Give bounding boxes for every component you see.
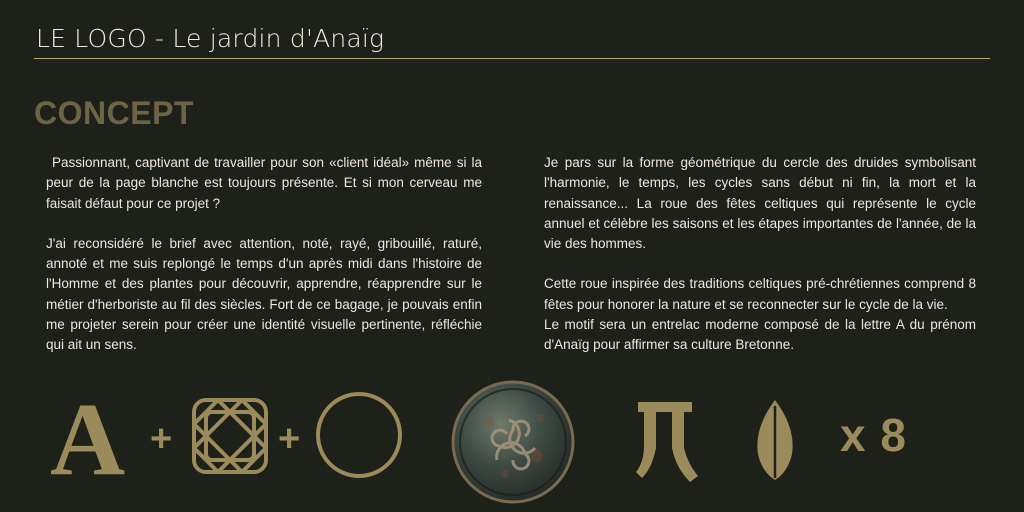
celtic-triskele-medallion [449, 378, 577, 506]
leaf-icon [752, 398, 798, 482]
concept-right-column [544, 153, 976, 376]
paragraph: Passionnant, captivant de travailler pour son «client idéal» même si la peur de la page blanche est toujours présente. Et si mon cerveau me faisait défaut pour ce projet ? [46, 155, 482, 211]
plus-icon: + [278, 418, 301, 460]
paragraph: J'ai reconsidéré le brief avec attention, noté, rayé, gribouillé, raturé, annoté et me suis replongé le temps d'un après midi dans l'histoire de l'Homme et des plantes pour découvrir, apprendre, réapprendre sur le métier d'herboriste au fil des siècles. Fort de ce bagage, je pouvais enfin me projeter serein pour créer une identité visuelle pertinente, réfléchie qui ait un sens. [46, 235, 482, 353]
page-title: LE LOGO - Le jardin d'Anaïg [36, 24, 385, 53]
paragraph: Le motif sera un entrelac moderne composé de la lettre A du prénom d'Anaïg pour affirmer sa culture Bretonne. [544, 317, 976, 353]
letter-a-icon: A [50, 382, 126, 497]
celtic-knot-icon [188, 394, 272, 478]
paragraph: Je pars sur la forme géométrique du cercle des druides symbolisant l'harmonie, le temps, les cycles sans début ni fin, la mort et la renaissance... La roue des fêtes celtiques qui représente le cycle annuel et célèbre les saisons et les étapes importantes de l'année, de la vie des hommes. [544, 155, 976, 252]
concept-left-column [46, 153, 482, 376]
paragraph: Cette roue inspirée des traditions celtiques pré-chrétiennes comprend 8 fêtes pour honorer la nature et se reconnecter sur le cycle de la vie. [544, 276, 976, 312]
plus-icon: + [150, 418, 173, 460]
stylized-a-icon [636, 398, 700, 484]
header-divider [34, 58, 990, 59]
multiplier-label: x 8 [840, 409, 907, 461]
circle-icon [314, 390, 404, 480]
concept-title: CONCEPT [34, 95, 194, 131]
